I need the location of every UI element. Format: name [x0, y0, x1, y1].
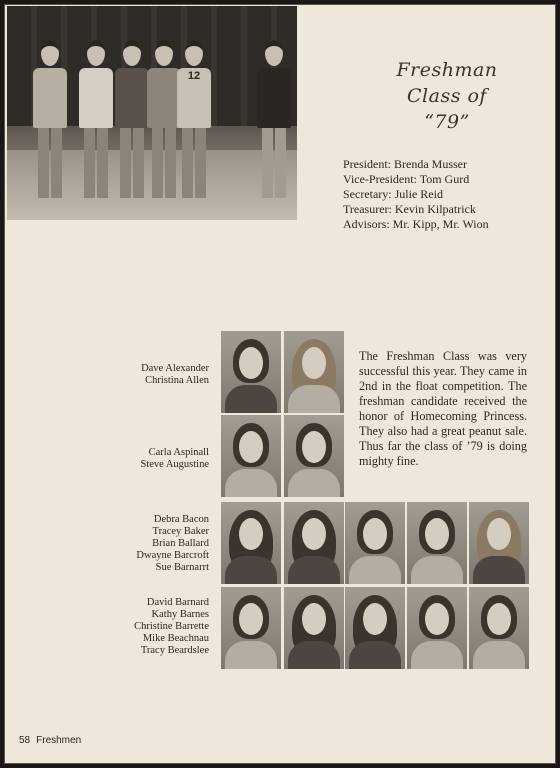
portrait-photo	[221, 331, 281, 413]
row-3-names	[89, 514, 209, 574]
yearbook-page	[4, 4, 556, 764]
portrait-photo	[284, 331, 344, 413]
portrait-photo	[345, 587, 405, 669]
row-2-names	[109, 447, 209, 471]
photo-person-4	[147, 40, 181, 198]
student-name: Christine Barrette	[134, 621, 209, 632]
student-name: Kathy Barnes	[151, 609, 209, 620]
portrait-photo	[407, 502, 467, 584]
title-line-1: Freshman	[396, 59, 498, 81]
photo-person-1	[33, 40, 67, 198]
photo-person-6	[257, 40, 291, 198]
class-officers-group-photo	[7, 6, 297, 220]
section-name: Freshmen	[36, 735, 82, 746]
row-1-names	[109, 363, 209, 387]
officer-treasurer: Treasurer: Kevin Kilpatrick	[343, 202, 476, 216]
student-name: Tracy Beardslee	[140, 645, 209, 656]
portrait-photo	[407, 587, 467, 669]
student-name: Sue Barnarrt	[155, 562, 209, 573]
officer-advisors: Advisors: Mr. Kipp, Mr. Wion	[343, 217, 489, 231]
portrait-photo	[221, 587, 281, 669]
page-title	[367, 57, 527, 135]
student-name: Christina Allen	[145, 375, 209, 386]
page-number: 58	[19, 735, 31, 746]
portrait-photo	[284, 415, 344, 497]
photo-person-3	[115, 40, 149, 198]
officers-list	[343, 157, 489, 232]
page-footer	[19, 735, 81, 746]
portrait-photo	[469, 502, 529, 584]
portrait-photo	[345, 502, 405, 584]
student-name: Dave Alexander	[141, 363, 209, 374]
officer-president: President: Brenda Musser	[343, 157, 467, 171]
title-line-3: “79”	[424, 111, 470, 133]
portrait-photo	[221, 415, 281, 497]
portrait-photo	[284, 587, 344, 669]
photo-person-2	[79, 40, 113, 198]
student-name: Brian Ballard	[152, 538, 209, 549]
portrait-photo	[469, 587, 529, 669]
portrait-photo	[284, 502, 344, 584]
student-name: Tracey Baker	[152, 526, 209, 537]
title-line-2: Class of	[407, 85, 487, 107]
student-name: Carla Aspinall	[148, 447, 209, 458]
officer-secretary: Secretary: Julie Reid	[343, 187, 443, 201]
portrait-photo	[221, 502, 281, 584]
row-4-names	[89, 597, 209, 657]
student-name: Steve Augustine	[140, 459, 209, 470]
student-name: Dwayne Barcroft	[136, 550, 209, 561]
class-story-paragraph: The Freshman Class was very successful this year. They came in 2nd in the float competition. The freshman candidate received the honor of Homecoming Princess. They also had a great peanut sale. Thus far the class of ’79 is doing mighty fine.	[359, 349, 527, 468]
officer-vice-president: Vice-President: Tom Gurd	[343, 172, 470, 186]
student-name: Mike Beachnau	[142, 633, 209, 644]
photo-person-5-jersey	[177, 40, 211, 198]
student-name: Debra Bacon	[153, 514, 209, 525]
student-name: David Barnard	[146, 597, 209, 608]
jersey-number: 12	[187, 70, 201, 82]
